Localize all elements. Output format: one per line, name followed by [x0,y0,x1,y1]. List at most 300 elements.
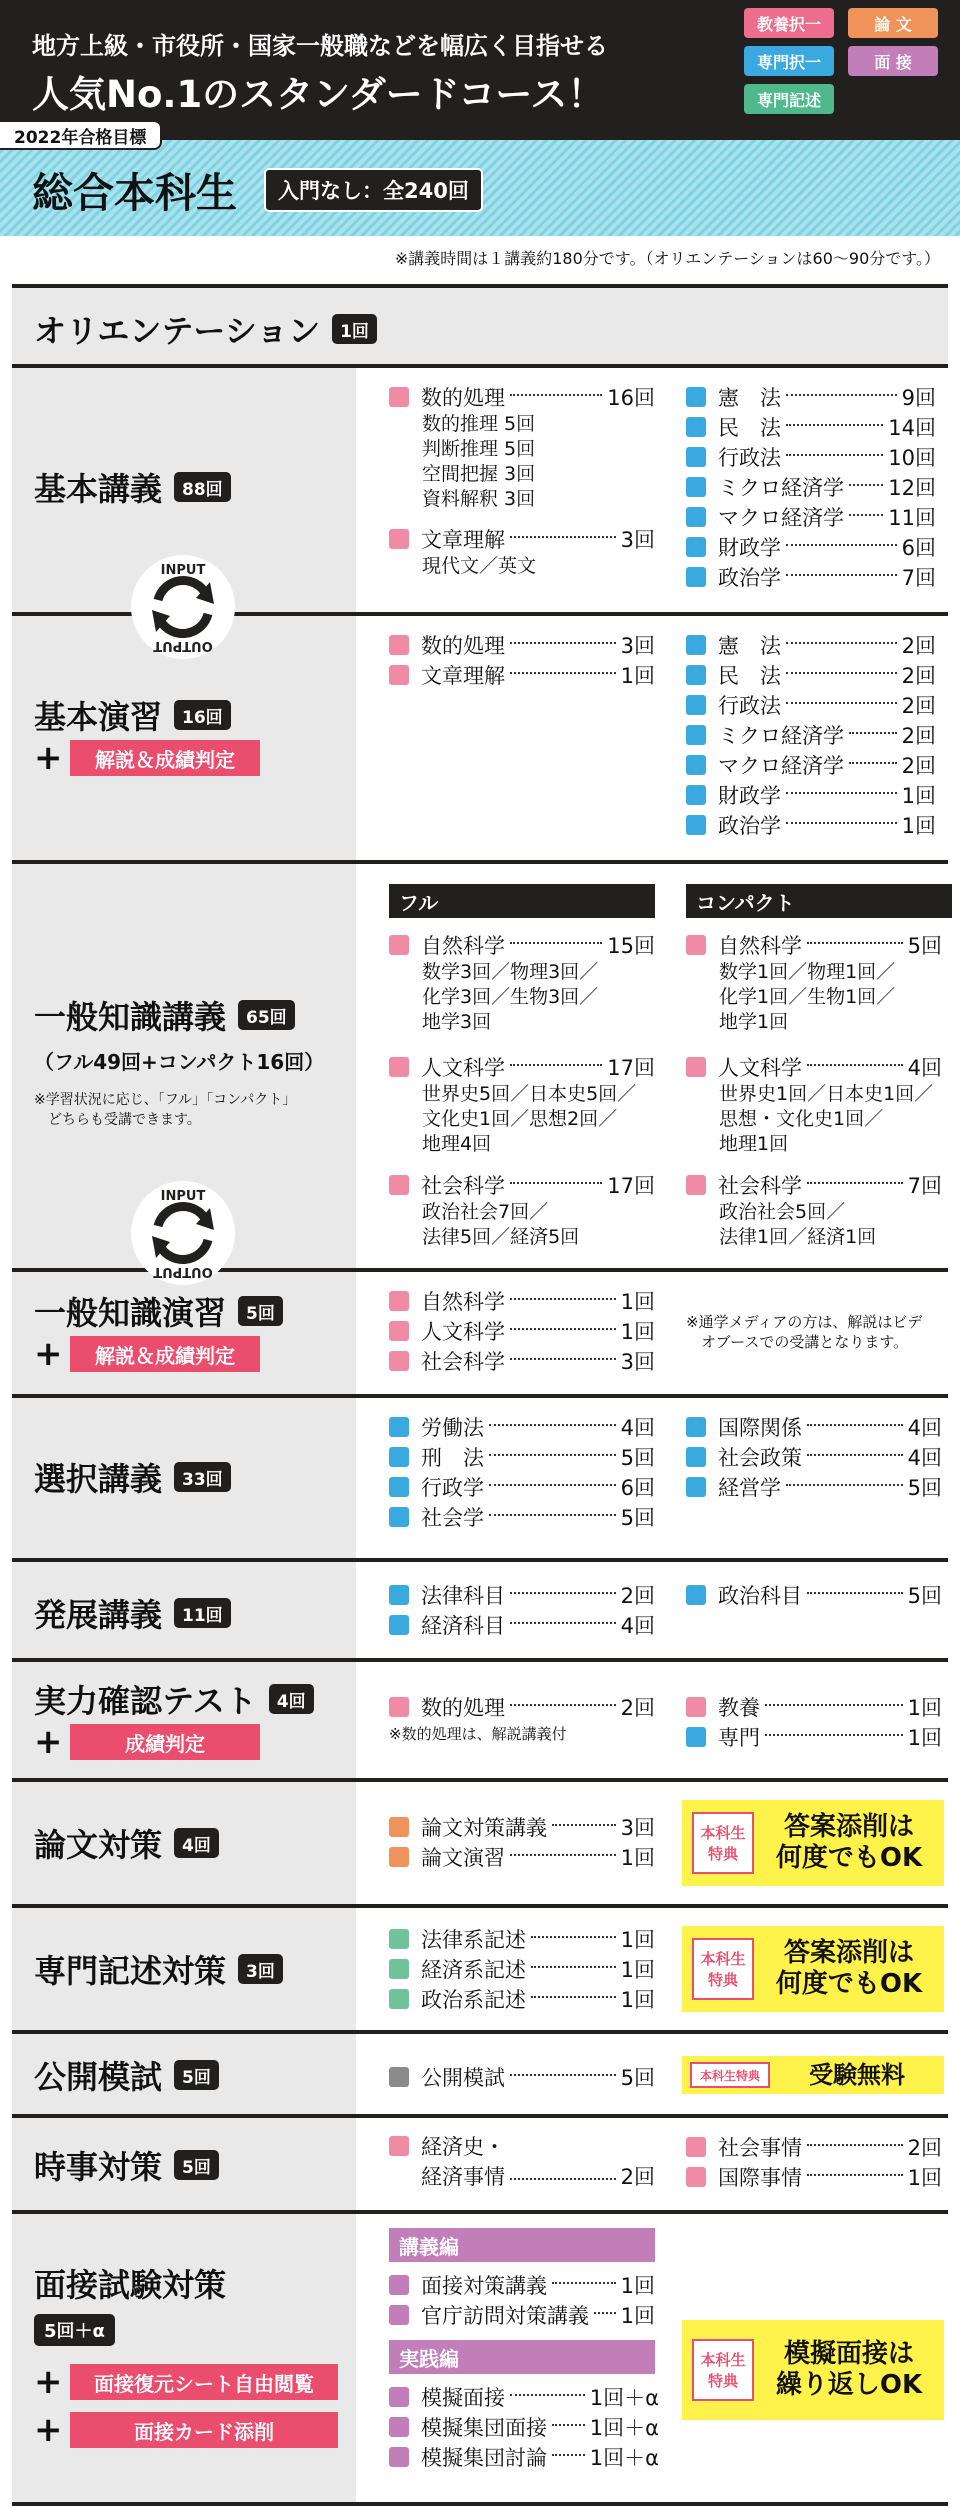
leader-dots [807,2174,903,2176]
row-label-cell [12,2118,356,2210]
plus-label: 解説＆成績判定 [70,1336,260,1372]
subject-count: 1回 [620,2274,655,2298]
blue-marker [686,755,706,775]
row-name [34,2142,219,2188]
leader-dots [552,2454,585,2456]
plus-icon: + [34,1334,63,1374]
row-label-cell [12,1662,356,1778]
row-content [356,864,948,1268]
subject-item [389,1924,655,1954]
subject-count: 12回 [888,476,936,500]
video-booth-note: ※通学メディアの方は、解説はビデ オブースでの受講となります。 [686,1313,923,1351]
perk-text: 模擬面接は 繰り返しOK [775,2338,923,2400]
subject-count: 3回 [620,634,655,658]
count-badge: 5回 [174,2150,219,2180]
subject-count: 4回 [907,1056,942,1080]
sentaku-label: 選択講義 [34,1460,163,1498]
count-badge: 4回 [269,1684,314,1714]
subject-item [686,1472,942,1502]
subject-name: 政治科目 [718,1584,802,1608]
subject-name: 行政法 [718,446,781,470]
row-content [356,1908,948,2030]
count-badge: 11回 [174,1598,231,1628]
perk-label: 本科生特典 [690,2062,770,2088]
ippan-kogi-label: 一般知識講義 [34,998,227,1036]
row-content [356,1662,948,1778]
leader-dots [531,1936,616,1938]
ippan-ensyu-label: 一般知識演習 [34,1294,227,1332]
row-content [356,1272,948,1394]
pink-marker [686,2137,706,2157]
perk-box [682,1800,944,1886]
plus-line [34,740,260,776]
subject-count: 1回 [901,814,936,838]
row-mensetsu [12,2210,948,2506]
leader-dots [786,822,897,824]
subject-count: 4回 [907,1416,942,1440]
subject-name: 経済史・ 経済事情 [421,2135,505,2189]
choice-note: ※学習状況に応じ、「フル」「コンパクト」 どちらも受講できます。 [34,1092,297,1128]
subject-name: マクロ経済学 [718,754,844,778]
subject-count: 2回 [620,1696,655,1720]
leader-dots [807,1592,903,1594]
subject-item [686,630,936,660]
leader-dots [489,1424,616,1426]
orange-marker [389,1847,409,1867]
purple-marker [389,2387,409,2407]
subject-count: 2回 [901,664,936,688]
leader-dots [849,762,897,764]
row-name [34,692,231,738]
plus-line [34,2364,338,2400]
row-name [34,2052,219,2098]
subject-name: 財政学 [718,784,781,808]
blue-marker [686,785,706,805]
blue-marker [686,417,706,437]
subject-count: 1回 [907,1726,942,1750]
subject-name: 文章理解 [421,528,505,552]
blue-marker [686,635,706,655]
row-label-cell [12,2214,356,2502]
leader-dots [510,2074,616,2076]
subject-item [686,532,936,562]
row-label-cell [12,1782,356,1904]
blue-marker [686,1447,706,1467]
blue-marker [686,1585,706,1605]
subject-count: 5回 [907,934,942,958]
subject-count: 9回 [901,386,936,410]
plus-icon: + [34,1722,63,1762]
subject-count: 5回 [620,2066,655,2090]
pink-marker [389,1351,409,1371]
subject-name: 教養 [718,1696,760,1720]
subject-name: 憲 法 [718,386,781,410]
blue-marker [389,1447,409,1467]
subject-item [389,1812,655,1842]
course-count-badge: 入門なし：全240回 [264,168,483,212]
leader-dots [849,732,897,734]
row-content [356,2034,948,2114]
row-name [34,1946,283,1992]
blue-marker [389,1585,409,1605]
row-content [356,1398,948,1558]
subject-item [389,1442,655,1472]
perk-box [682,1926,944,2012]
subject-item [389,2062,655,2092]
kihon-kogi-label: 基本講義 [34,470,163,508]
subject-count: 4回 [907,1446,942,1470]
subject-name: 行政法 [718,694,781,718]
leader-dots [552,2424,585,2426]
subject-item [389,2132,655,2192]
pink-marker [389,387,409,407]
orange-marker [389,1817,409,1837]
row-content [356,368,948,612]
leader-dots [510,1298,616,1300]
leader-dots [510,1182,602,1184]
pink-marker [686,935,706,955]
subject-name: ミクロ経済学 [718,476,844,500]
subject-name: 憲 法 [718,634,781,658]
subject-item [389,2300,655,2330]
plus-label: 解説＆成績判定 [70,740,260,776]
subject-item [389,1170,655,1200]
subject-count: 1回 [620,2304,655,2328]
subject-item [389,930,655,960]
subject-count: 6回 [620,1476,655,1500]
perk-label: 本科生 特典 [692,1938,754,2000]
row-jiji [12,2114,948,2210]
subject-item [686,1412,942,1442]
subject-count: 1回 [901,784,936,808]
subject-count: 3回 [620,1350,655,1374]
blue-marker [686,507,706,527]
count-badge: 33回 [174,1462,231,1492]
subject-item [389,524,655,554]
subject-name: 数的処理 [421,386,505,410]
subject-count: 1回 [907,1696,942,1720]
subject-count: 7回 [907,1174,942,1198]
subject-item [389,1412,655,1442]
subject-item [686,442,936,472]
subject-name: 面接対策講義 [421,2274,547,2298]
row-label-cell [12,1562,356,1658]
purple-marker [389,2447,409,2467]
subject-count: 17回 [607,1174,655,1198]
blue-marker [686,477,706,497]
subject-item [389,1316,655,1346]
subject-name: 人文科学 [421,1320,505,1344]
explanation-note: ※数的処理は、解説講義付 [389,1725,567,1743]
count-badge: 65回 [238,1000,295,1030]
subject-detail: 政治社会5回／ 法律1回／経済1回 [719,1201,877,1248]
row-jitsuryoku [12,1658,948,1778]
leader-dots [489,1484,616,1486]
leader-dots [510,672,616,674]
input-output-cycle-icon [128,1178,238,1288]
subject-count: 11回 [888,506,936,530]
leader-dots [786,702,897,704]
subject-name: 国際事情 [718,2166,802,2190]
leader-dots [807,1182,903,1184]
subject-item [389,660,655,690]
blue-marker [389,1507,409,1527]
course-title: 総合本科生 [32,169,237,217]
subject-count: 2回 [620,1584,655,1608]
subject-detail: 数的推理 5回 判断推理 5回 空間把握 3回 資料解釈 3回 [422,413,536,510]
subject-item [389,2382,659,2412]
subject-item [686,412,936,442]
subject-item [389,1346,655,1376]
leader-dots [510,1622,616,1624]
subject-count: 6回 [901,536,936,560]
plus-icon: + [34,2410,63,2450]
subject-item [686,720,936,750]
perk-text: 受験無料 [809,2060,905,2089]
subject-count: 1回 [620,1958,655,1982]
input-output-cycle-icon [128,552,238,662]
subject-item [686,690,936,720]
leader-dots [552,2282,616,2284]
blue-marker [686,695,706,715]
row-content [356,616,948,860]
leader-dots [510,942,602,944]
leader-dots [489,1454,616,1456]
blue-marker [686,815,706,835]
pink-marker [389,635,409,655]
subject-name: 文章理解 [421,664,505,688]
subject-count: 3回 [620,528,655,552]
subject-item [389,2412,659,2442]
subject-item [686,660,936,690]
leader-dots [786,574,897,576]
blue-marker [686,1417,706,1437]
subject-item [389,1052,655,1082]
subject-name: 官庁訪問対策講義 [421,2304,589,2328]
row-name [34,1676,314,1722]
plus-label: 成績判定 [70,1724,260,1760]
row-content [356,1562,948,1658]
subject-name: 数的処理 [421,1696,505,1720]
purple-marker [389,2417,409,2437]
input-text: INPUT [160,563,206,578]
row-senmon [12,1904,948,2030]
plus-icon: + [34,738,63,778]
subject-item [686,2162,942,2192]
leader-dots [510,1358,616,1360]
pink-marker [686,2167,706,2187]
subject-name: 公開模試 [421,2066,505,2090]
pink-marker [389,1291,409,1311]
subject-count: 3回 [620,1816,655,1840]
subject-name: 民 法 [718,416,781,440]
leader-dots [786,544,897,546]
count-badge: 5回 [238,1296,283,1326]
perk-label: 本科生 特典 [692,1812,754,1874]
subject-name: 経済系記述 [421,1958,526,1982]
plus-label: 面接カード添削 [70,2412,338,2448]
subject-count: 2回 [907,2136,942,2160]
count-badge: 5回 [174,2060,219,2090]
pink-marker [389,665,409,685]
subject-count: 2回 [901,754,936,778]
subject-item [389,1472,655,1502]
subject-count: 1回 [620,1290,655,1314]
purple-marker [389,2275,409,2295]
compact-header: コンパクト [686,884,952,918]
perk-text: 答案添削は 何度でもOK [775,1811,923,1873]
goal-label: 2022年合格目標 [0,120,162,150]
subject-detail: 世界史5回／日本史5回／ 文化史1回／思想2回／ 地理4回 [422,1083,637,1155]
kogi-header: 講義編 [389,2228,655,2262]
pink-marker [686,1175,706,1195]
pink-marker [389,1697,409,1717]
gray-marker [389,2067,409,2087]
row-hatten [12,1558,948,1658]
row-name [34,1590,231,1636]
subject-name: 模擬集団面接 [421,2416,547,2440]
leader-dots [510,642,616,644]
blue-marker [389,1477,409,1497]
subject-item [686,562,936,592]
subject-count: 4回 [620,1416,655,1440]
subject-count: 1回＋α [589,2386,659,2410]
tag-ronbun: 論 文 [848,8,938,38]
subject-count: 4回 [620,1614,655,1638]
blue-marker [686,1727,706,1747]
subject-count: 7回 [901,566,936,590]
subject-count: 5回 [620,1506,655,1530]
leader-dots [786,642,897,644]
subject-count: 5回 [907,1476,942,1500]
subject-item [389,630,655,660]
subject-item [389,1692,655,1722]
count-badge: 1回 [332,314,377,344]
subject-item [686,502,936,532]
count-badge: 88回 [174,472,231,502]
subject-count: 2回 [901,724,936,748]
leader-dots [849,484,883,486]
subject-item [686,1722,942,1752]
tag-kyoyo: 教養択一 [744,8,834,38]
subject-count: 16回 [607,386,655,410]
subject-name: 専門 [718,1726,760,1750]
subject-item [389,1502,655,1532]
green-marker [389,1959,409,1979]
perk-text: 答案添削は 何度でもOK [775,1937,923,1999]
subject-item [686,1442,942,1472]
leader-dots [765,1734,903,1736]
blue-marker [389,1615,409,1635]
subject-detail: 政治社会7回／ 法律5回／経済5回 [422,1201,580,1248]
hatten-label: 発展講義 [34,1596,163,1634]
plus-label: 面接復元シート自由閲覧 [70,2364,338,2400]
count-badge: 3回 [238,1954,283,1984]
row-content [356,1782,948,1904]
count-badge: 4回 [174,1828,219,1858]
blue-marker [686,665,706,685]
subject-name: 労働法 [421,1416,484,1440]
subject-item [686,2132,942,2162]
pink-marker [686,1057,706,1077]
subject-name: 刑 法 [421,1446,484,1470]
subject-count: 1回 [620,1988,655,2012]
leader-dots [849,514,883,516]
green-marker [389,1989,409,2009]
leader-dots [786,394,897,396]
header-title: 人気No.1のスタンダードコース！ [32,73,605,116]
leader-dots [489,1514,616,1516]
full-header: フル [389,884,655,918]
subject-name: 財政学 [718,536,781,560]
senmon-label: 専門記述対策 [34,1952,227,1990]
perk-label: 本科生 特典 [692,2339,754,2401]
leader-dots [786,1484,903,1486]
subject-name: 経済科目 [421,1614,505,1638]
blue-marker [686,537,706,557]
subject-item [686,1692,942,1722]
subject-name: 社会科学 [421,1350,505,1374]
plus-icon: + [34,2362,63,2402]
subject-name: 模擬面接 [421,2386,505,2410]
tag-mensetsu: 面 接 [848,46,938,76]
blue-marker [686,1477,706,1497]
leader-dots [531,1966,616,1968]
subject-name: 模擬集団討論 [421,2446,547,2470]
subject-detail: 数学1回／物理1回／ 化学1回／生物1回／ 地学1回 [719,961,896,1033]
leader-dots [765,1704,903,1706]
subject-item [389,2270,655,2300]
subject-count: 15回 [607,934,655,958]
leader-dots [531,1996,616,1998]
subject-item [389,1954,655,1984]
subject-count: 1回＋α [589,2446,659,2470]
subject-name: 社会学 [421,1506,484,1530]
subject-count: 2回 [620,2165,655,2189]
row-label-cell [12,1272,356,1394]
leader-dots [786,792,897,794]
subject-name: 経営学 [718,1476,781,1500]
leader-dots [510,1704,616,1706]
pink-marker [389,1175,409,1195]
row-name [34,992,295,1038]
plus-line [34,2412,338,2448]
leader-dots [510,2178,616,2180]
header-subtitle: 地方上級・市役所・国家一般職などを幅広く目指せる [32,32,608,60]
subject-count: 1回 [620,1928,655,1952]
input-text: INPUT [160,1189,206,1204]
subject-count: 1回 [620,1320,655,1344]
tag-kijutsu: 専門記述 [744,84,834,114]
pink-marker [389,935,409,955]
subject-item [389,382,655,412]
subject-name: 法律科目 [421,1584,505,1608]
subject-count: 5回 [907,1584,942,1608]
subject-name: 行政学 [421,1476,484,1500]
subject-item [389,1842,655,1872]
row-orientation [12,284,948,364]
leader-dots [807,1424,903,1426]
subject-name: 社会政策 [718,1446,802,1470]
subject-count: 1回 [620,664,655,688]
subject-item [389,1286,655,1316]
subject-name: 自然科学 [421,1290,505,1314]
row-name [34,306,377,352]
perk-box [682,2320,944,2420]
subject-count: 2回 [901,694,936,718]
purple-marker [389,2305,409,2325]
row-label-cell [12,1908,356,2030]
